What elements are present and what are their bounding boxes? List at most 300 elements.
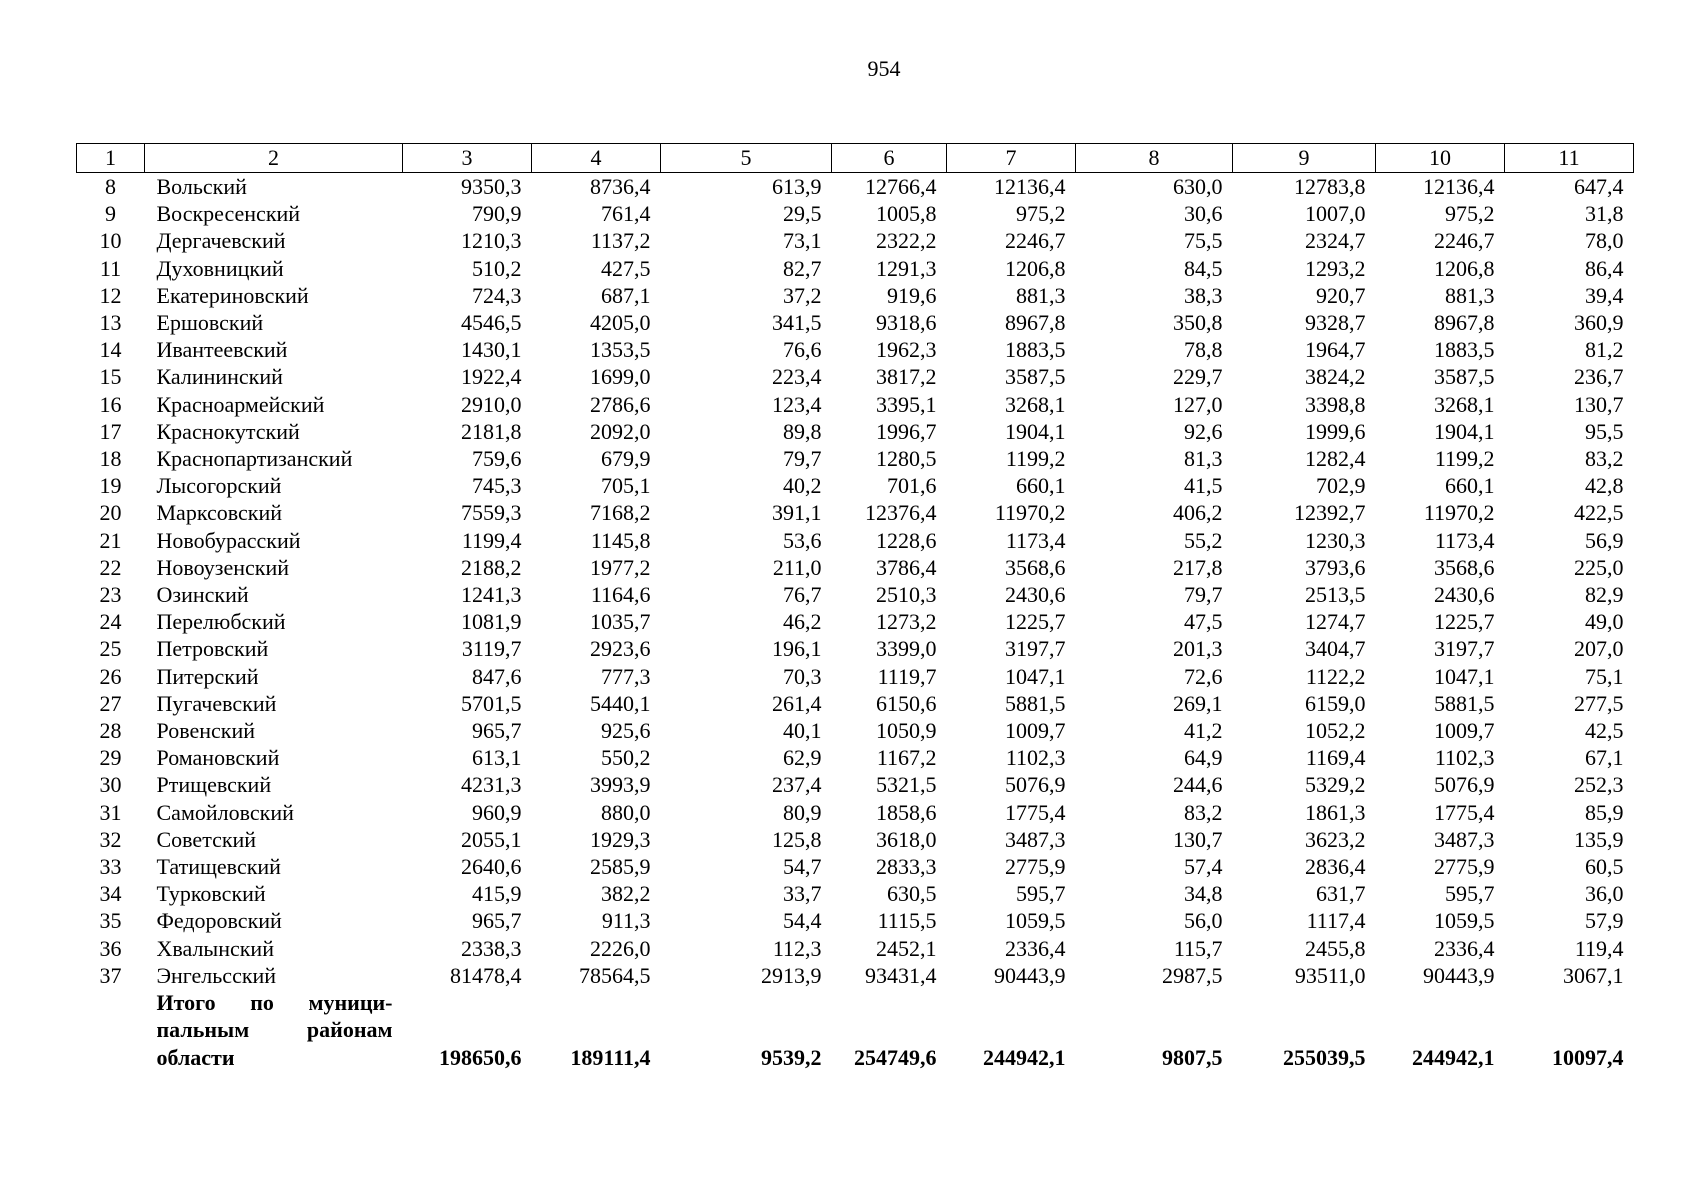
column-header: 3 (403, 144, 532, 173)
district-name: Дергачевский (156, 228, 286, 254)
value-cell: 78564,5 (579, 962, 651, 988)
value-cell: 2510,3 (876, 582, 937, 608)
value-cell: 9328,7 (1305, 310, 1366, 336)
value-cell: 1977,2 (590, 554, 651, 580)
district-name: Калининский (156, 364, 283, 390)
value-cell: 1291,3 (876, 255, 937, 281)
value-cell: 1210,3 (461, 228, 522, 254)
value-cell: 8967,8 (1005, 310, 1066, 336)
value-cell: 12136,4 (994, 174, 1066, 199)
table-row (77, 962, 1634, 989)
district-name: Петровский (156, 636, 269, 662)
value-cell: 12136,4 (1423, 174, 1495, 199)
value-cell: 1199,4 (461, 527, 522, 553)
value-cell: 217,8 (1173, 554, 1223, 580)
value-cell: 613,1 (472, 745, 522, 771)
value-cell: 2092,0 (590, 418, 651, 444)
value-cell: 880,0 (601, 799, 651, 825)
value-cell: 724,3 (472, 282, 522, 308)
table-row (77, 391, 1634, 418)
value-cell: 2452,1 (876, 935, 937, 961)
value-cell: 1904,1 (1434, 418, 1495, 444)
value-cell: 1225,7 (1005, 609, 1066, 635)
district-name: Ершовский (156, 310, 264, 336)
row-number: 24 (99, 609, 122, 635)
value-cell: 56,0 (1184, 908, 1223, 934)
table-row (77, 690, 1634, 717)
value-cell: 595,7 (1016, 881, 1066, 907)
value-cell: 72,6 (1184, 663, 1223, 689)
value-cell: 510,2 (472, 255, 522, 281)
value-cell: 3067,1 (1563, 962, 1624, 988)
table-row (77, 255, 1634, 282)
value-cell: 631,7 (1316, 881, 1366, 907)
row-number: 13 (99, 310, 122, 336)
value-cell: 29,5 (783, 201, 822, 227)
value-cell: 3268,1 (1005, 391, 1066, 417)
value-cell: 1199,2 (1434, 446, 1495, 472)
value-cell: 1962,3 (876, 337, 937, 363)
value-cell: 1081,9 (461, 609, 522, 635)
table-row (77, 880, 1634, 907)
value-cell: 2336,4 (1005, 935, 1066, 961)
value-cell: 790,9 (472, 201, 522, 227)
value-cell: 127,0 (1173, 391, 1223, 417)
value-cell: 687,1 (601, 282, 651, 308)
value-cell: 1122,2 (1305, 663, 1366, 689)
value-cell: 81478,4 (450, 962, 522, 988)
value-cell: 1047,1 (1434, 663, 1495, 689)
value-cell: 2913,9 (761, 962, 822, 988)
value-cell: 82,7 (783, 255, 822, 281)
value-cell: 3993,9 (590, 772, 651, 798)
value-cell: 93431,4 (865, 962, 937, 988)
value-cell: 759,6 (472, 446, 522, 472)
table-row (77, 799, 1634, 826)
value-cell: 350,8 (1173, 310, 1223, 336)
value-cell: 11970,2 (994, 500, 1066, 526)
value-cell: 40,1 (783, 718, 822, 744)
table-row (77, 554, 1634, 581)
table-row (77, 581, 1634, 608)
value-cell: 2246,7 (1005, 228, 1066, 254)
column-header: 4 (532, 144, 661, 173)
column-header: 2 (145, 144, 403, 173)
value-cell: 62,9 (783, 745, 822, 771)
table-row (77, 853, 1634, 880)
value-cell: 1052,2 (1305, 718, 1366, 744)
district-name: Энгельсский (156, 962, 277, 988)
value-cell: 1904,1 (1005, 418, 1066, 444)
table-row (77, 907, 1634, 934)
value-cell: 3398,8 (1305, 391, 1366, 417)
value-cell: 1964,7 (1305, 337, 1366, 363)
value-cell: 965,7 (472, 718, 522, 744)
value-cell: 39,4 (1585, 282, 1624, 308)
table-row (77, 363, 1634, 390)
value-cell: 847,6 (472, 663, 522, 689)
table-row (77, 309, 1634, 336)
value-cell: 4231,3 (461, 772, 522, 798)
district-name: Лысогорский (156, 473, 282, 499)
value-cell: 1117,4 (1306, 908, 1366, 934)
value-cell: 1206,8 (1005, 255, 1066, 281)
district-name: Красноармейский (156, 391, 325, 417)
value-cell: 3395,1 (876, 391, 937, 417)
value-cell: 83,2 (1585, 446, 1624, 472)
total-row (77, 989, 1634, 1071)
data-table (76, 143, 1634, 1071)
district-name: Духовницкий (156, 255, 284, 281)
value-cell: 2455,8 (1305, 935, 1366, 961)
value-cell: 3623,2 (1305, 826, 1366, 852)
value-cell: 55,2 (1184, 527, 1223, 553)
table-row (77, 935, 1634, 962)
row-number: 11 (99, 255, 122, 281)
value-cell: 11970,2 (1423, 500, 1495, 526)
value-cell: 7559,3 (461, 500, 522, 526)
value-cell: 679,9 (601, 446, 651, 472)
value-cell: 550,2 (601, 745, 651, 771)
value-cell: 82,9 (1585, 582, 1624, 608)
page-number: 954 (867, 56, 901, 81)
value-cell: 76,6 (783, 337, 822, 363)
table-row (77, 472, 1634, 499)
value-cell: 911,3 (601, 908, 651, 934)
value-cell: 647,4 (1574, 174, 1624, 199)
value-cell: 1059,5 (1434, 908, 1495, 934)
value-cell: 49,0 (1585, 609, 1624, 635)
value-cell: 5329,2 (1305, 772, 1366, 798)
row-number: 30 (99, 772, 122, 798)
value-cell: 8967,8 (1434, 310, 1495, 336)
value-cell: 1102,3 (1005, 745, 1066, 771)
column-header: 10 (1376, 144, 1505, 173)
value-cell: 123,4 (772, 391, 822, 417)
row-number: 23 (99, 582, 122, 608)
district-name: Ровенский (156, 718, 255, 744)
value-cell: 613,9 (772, 174, 822, 199)
value-cell: 1169,4 (1305, 745, 1366, 771)
value-cell: 78,8 (1184, 337, 1223, 363)
value-cell: 3824,2 (1305, 364, 1366, 390)
value-cell: 8736,4 (590, 174, 651, 199)
total-value: 10097,4 (1552, 1044, 1624, 1070)
value-cell: 1775,4 (1005, 799, 1066, 825)
district-name: Озинский (156, 582, 249, 608)
row-number: 35 (99, 908, 122, 934)
value-cell: 660,1 (1445, 473, 1495, 499)
total-empty-cell (77, 989, 145, 1071)
value-cell: 2188,2 (461, 554, 522, 580)
value-cell: 223,4 (772, 364, 822, 390)
column-header: 5 (661, 144, 832, 173)
value-cell: 54,4 (783, 908, 822, 934)
value-cell: 1273,2 (876, 609, 937, 635)
value-cell: 5881,5 (1434, 690, 1495, 716)
table-row (77, 200, 1634, 227)
value-cell: 1225,7 (1434, 609, 1495, 635)
value-cell: 1775,4 (1434, 799, 1495, 825)
value-cell: 1280,5 (876, 446, 937, 472)
value-cell: 79,7 (783, 446, 822, 472)
column-header: 9 (1233, 144, 1376, 173)
value-cell: 919,6 (887, 282, 937, 308)
value-cell: 67,1 (1585, 745, 1624, 771)
district-name: Новобурасский (156, 527, 301, 553)
table-row (77, 771, 1634, 798)
value-cell: 3404,7 (1305, 636, 1366, 662)
value-cell: 1009,7 (1434, 718, 1495, 744)
value-cell: 41,2 (1184, 718, 1223, 744)
value-cell: 92,6 (1184, 418, 1223, 444)
district-name: Краснопартизанский (156, 446, 353, 472)
column-header: 7 (947, 144, 1076, 173)
value-cell: 391,1 (772, 500, 822, 526)
column-header: 6 (832, 144, 947, 173)
value-cell: 30,6 (1184, 201, 1223, 227)
total-value: 244942,1 (983, 1044, 1066, 1070)
value-cell: 57,9 (1585, 908, 1624, 934)
value-cell: 1228,6 (876, 527, 937, 553)
value-cell: 3197,7 (1005, 636, 1066, 662)
column-header: 11 (1505, 144, 1634, 173)
district-name: Ртищевский (156, 772, 272, 798)
value-cell: 244,6 (1173, 772, 1223, 798)
district-name: Вольский (156, 174, 247, 199)
value-cell: 40,2 (783, 473, 822, 499)
value-cell: 745,3 (472, 473, 522, 499)
value-cell: 4546,5 (461, 310, 522, 336)
value-cell: 90443,9 (1423, 962, 1495, 988)
value-cell: 5076,9 (1434, 772, 1495, 798)
value-cell: 1119,7 (877, 663, 937, 689)
row-number: 28 (99, 718, 122, 744)
total-value: 255039,5 (1283, 1044, 1366, 1070)
row-number: 14 (99, 337, 122, 363)
total-value: 254749,6 (854, 1044, 937, 1070)
district-name: Екатериновский (156, 282, 309, 308)
total-value: 244942,1 (1412, 1044, 1495, 1070)
value-cell: 2338,3 (461, 935, 522, 961)
value-cell: 130,7 (1574, 391, 1624, 417)
table-row (77, 744, 1634, 771)
value-cell: 1996,7 (876, 418, 937, 444)
value-cell: 56,9 (1585, 527, 1624, 553)
value-cell: 1009,7 (1005, 718, 1066, 744)
value-cell: 42,8 (1585, 473, 1624, 499)
table-row (77, 418, 1634, 445)
value-cell: 660,1 (1016, 473, 1066, 499)
table-row (77, 499, 1634, 526)
total-value: 9539,2 (761, 1044, 822, 1070)
value-cell: 2923,6 (590, 636, 651, 662)
value-cell: 37,2 (783, 282, 822, 308)
value-cell: 1858,6 (876, 799, 937, 825)
value-cell: 2181,8 (461, 418, 522, 444)
value-cell: 57,4 (1184, 854, 1223, 880)
row-number: 8 (105, 174, 116, 199)
district-name: Татищевский (156, 854, 281, 880)
row-number: 36 (99, 935, 122, 961)
value-cell: 6150,6 (876, 690, 937, 716)
value-cell: 595,7 (1445, 881, 1495, 907)
value-cell: 135,9 (1574, 826, 1624, 852)
value-cell: 3618,0 (876, 826, 937, 852)
value-cell: 2246,7 (1434, 228, 1495, 254)
value-cell: 341,5 (772, 310, 822, 336)
value-cell: 2226,0 (590, 935, 651, 961)
table-row (77, 173, 1634, 201)
district-name: Перелюбский (156, 609, 286, 635)
value-cell: 1047,1 (1005, 663, 1066, 689)
row-number: 32 (99, 826, 122, 852)
value-cell: 1282,4 (1305, 446, 1366, 472)
value-cell: 76,7 (783, 582, 822, 608)
value-cell: 34,8 (1184, 881, 1223, 907)
value-cell: 73,1 (783, 228, 822, 254)
value-cell: 38,3 (1184, 282, 1223, 308)
value-cell: 1035,7 (590, 609, 651, 635)
row-number: 19 (99, 473, 122, 499)
table-row (77, 663, 1634, 690)
column-header: 1 (77, 144, 145, 173)
table-row (77, 445, 1634, 472)
value-cell: 2775,9 (1434, 854, 1495, 880)
value-cell: 1050,9 (876, 718, 937, 744)
value-cell: 95,5 (1585, 418, 1624, 444)
value-cell: 1145,8 (590, 527, 651, 553)
value-cell: 960,9 (472, 799, 522, 825)
value-cell: 47,5 (1184, 609, 1223, 635)
value-cell: 3487,3 (1005, 826, 1066, 852)
value-cell: 1059,5 (1005, 908, 1066, 934)
value-cell: 5881,5 (1005, 690, 1066, 716)
value-cell: 360,9 (1574, 310, 1624, 336)
value-cell: 252,3 (1574, 772, 1624, 798)
value-cell: 705,1 (601, 473, 651, 499)
value-cell: 12766,4 (865, 174, 937, 199)
value-cell: 3587,5 (1434, 364, 1495, 390)
value-cell: 2987,5 (1162, 962, 1223, 988)
value-cell: 975,2 (1016, 201, 1066, 227)
value-cell: 406,2 (1173, 500, 1223, 526)
row-number: 37 (99, 962, 122, 988)
value-cell: 6159,0 (1305, 690, 1366, 716)
value-cell: 79,7 (1184, 582, 1223, 608)
value-cell: 1883,5 (1434, 337, 1495, 363)
value-cell: 1206,8 (1434, 255, 1495, 281)
district-name: Воскресенский (156, 201, 301, 227)
value-cell: 1861,3 (1305, 799, 1366, 825)
value-cell: 920,7 (1316, 282, 1366, 308)
value-cell: 41,5 (1184, 473, 1223, 499)
value-cell: 93511,0 (1294, 962, 1366, 988)
value-cell: 382,2 (601, 881, 651, 907)
district-name: Краснокутский (156, 418, 300, 444)
value-cell: 78,0 (1585, 228, 1624, 254)
value-cell: 36,0 (1585, 881, 1624, 907)
value-cell: 1430,1 (461, 337, 522, 363)
table-row (77, 227, 1634, 254)
value-cell: 422,5 (1574, 500, 1624, 526)
value-cell: 115,7 (1173, 935, 1223, 961)
value-cell: 2324,7 (1305, 228, 1366, 254)
value-cell: 201,3 (1173, 636, 1223, 662)
table-body (77, 173, 1634, 1071)
value-cell: 3487,3 (1434, 826, 1495, 852)
table-row (77, 717, 1634, 744)
district-name: Питерский (156, 663, 259, 689)
value-cell: 3817,2 (876, 364, 937, 390)
value-cell: 12392,7 (1294, 500, 1366, 526)
value-cell: 1274,7 (1305, 609, 1366, 635)
value-cell: 965,7 (472, 908, 522, 934)
value-cell: 2430,6 (1434, 582, 1495, 608)
value-cell: 80,9 (783, 799, 822, 825)
value-cell: 85,9 (1585, 799, 1624, 825)
value-cell: 925,6 (601, 718, 651, 744)
value-cell: 64,9 (1184, 745, 1223, 771)
value-cell: 1929,3 (590, 826, 651, 852)
row-number: 9 (105, 201, 116, 227)
value-cell: 3399,0 (876, 636, 937, 662)
value-cell: 3197,7 (1434, 636, 1495, 662)
value-cell: 229,7 (1173, 364, 1223, 390)
value-cell: 236,7 (1574, 364, 1624, 390)
value-cell: 1999,6 (1305, 418, 1366, 444)
row-number: 20 (99, 500, 122, 526)
row-number: 12 (99, 282, 122, 308)
row-number: 33 (99, 854, 122, 880)
value-cell: 3793,6 (1305, 554, 1366, 580)
value-cell: 2775,9 (1005, 854, 1066, 880)
total-value: 198650,6 (439, 1044, 522, 1070)
table-row (77, 608, 1634, 635)
row-number: 25 (99, 636, 122, 662)
value-cell: 1230,3 (1305, 527, 1366, 553)
value-cell: 75,1 (1585, 663, 1624, 689)
total-label: Итого по муници-пальным районам области (156, 990, 393, 1070)
district-name: Турковский (156, 881, 266, 907)
value-cell: 881,3 (1445, 282, 1495, 308)
value-cell: 1007,0 (1305, 201, 1366, 227)
table-row (77, 826, 1634, 853)
table-row (77, 635, 1634, 662)
value-cell: 12783,8 (1294, 174, 1366, 199)
value-cell: 5321,5 (876, 772, 937, 798)
value-cell: 2910,0 (461, 391, 522, 417)
value-cell: 2585,9 (590, 854, 651, 880)
row-number: 26 (99, 663, 122, 689)
value-cell: 112,3 (772, 935, 822, 961)
value-cell: 1164,6 (590, 582, 651, 608)
total-value: 189111,4 (570, 1044, 651, 1070)
value-cell: 83,2 (1184, 799, 1223, 825)
value-cell: 1167,2 (876, 745, 937, 771)
value-cell: 1137,2 (590, 228, 651, 254)
value-cell: 881,3 (1016, 282, 1066, 308)
value-cell: 777,3 (601, 663, 651, 689)
table-row (77, 282, 1634, 309)
value-cell: 53,6 (783, 527, 822, 553)
value-cell: 2640,6 (461, 854, 522, 880)
value-cell: 2055,1 (461, 826, 522, 852)
value-cell: 1353,5 (590, 337, 651, 363)
row-number: 16 (99, 391, 122, 417)
value-cell: 1922,4 (461, 364, 522, 390)
district-name: Федоровский (156, 908, 282, 934)
